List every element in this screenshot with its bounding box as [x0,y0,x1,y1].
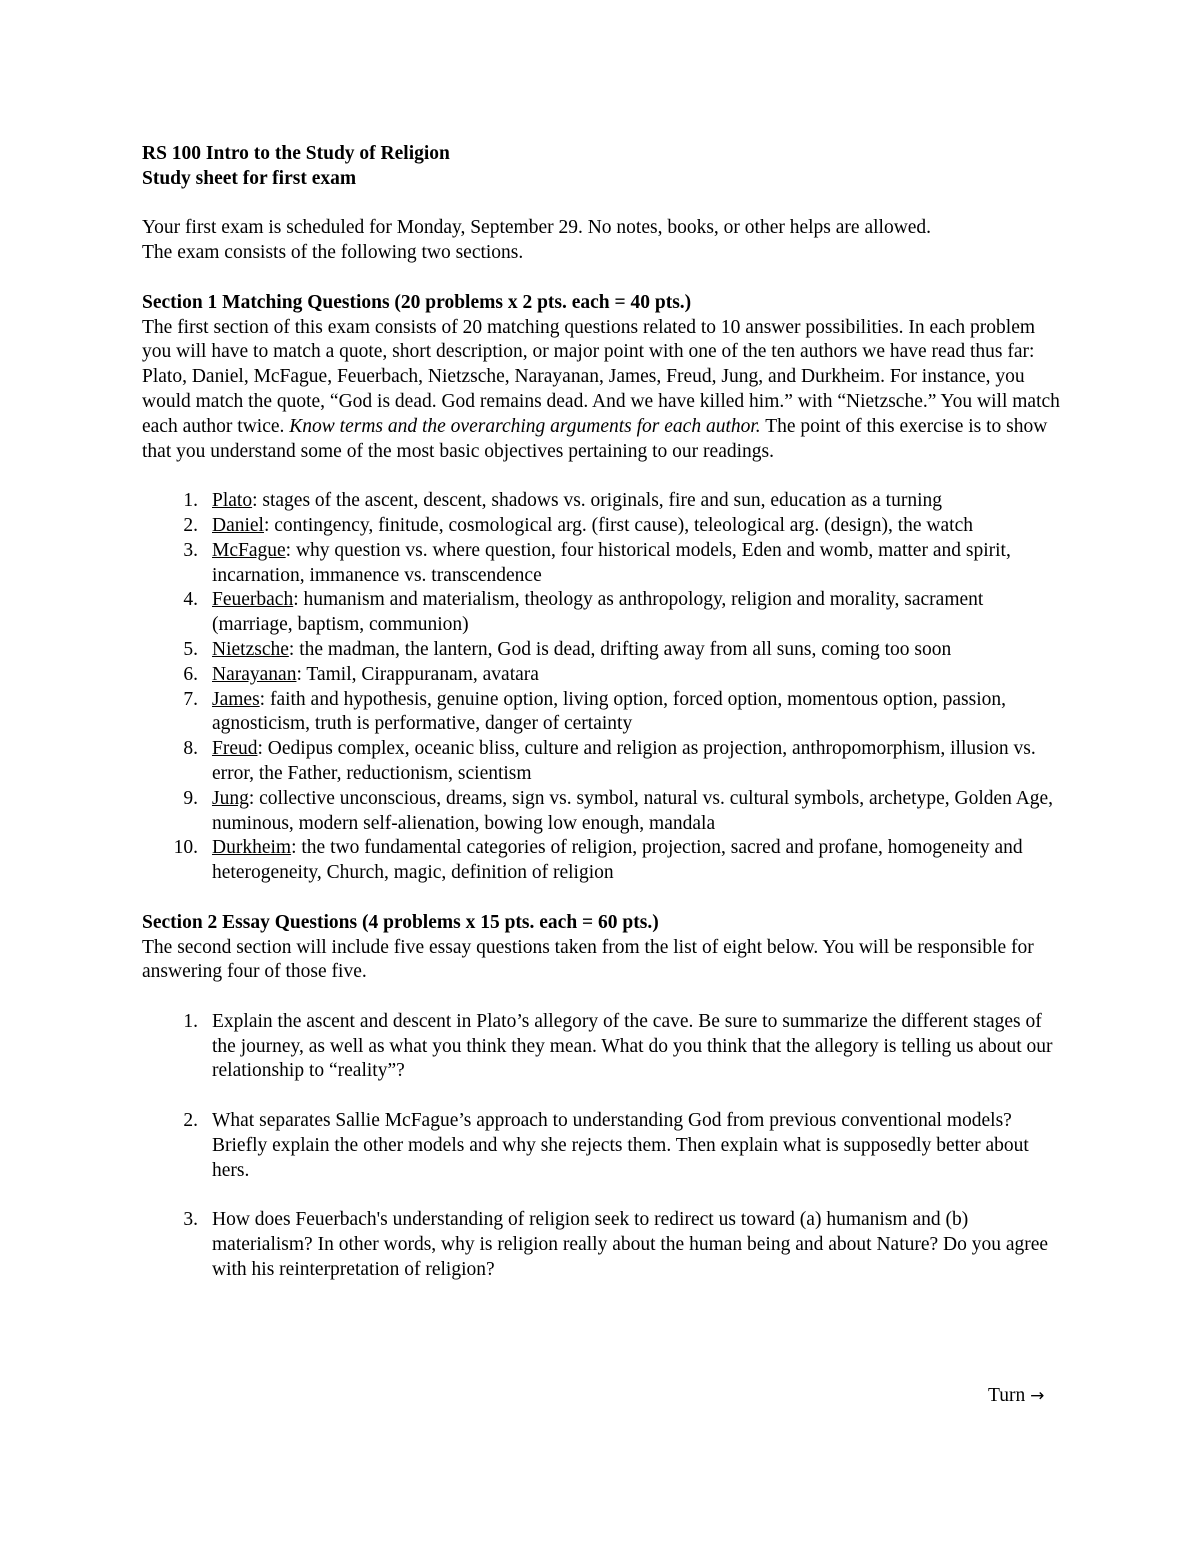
turn-page-note [988,1384,1044,1409]
turn-label: Turn [988,1385,1031,1406]
author-name: Jung [212,787,249,809]
author-item [142,514,1062,539]
author-item [142,787,1062,837]
section-2-heading: Section 2 Essay Questions (4 problems x 15 pts. each = 60 pts.) [142,911,659,933]
item-number: 8. [183,738,198,760]
author-terms: why question vs. where question, four historical models, Eden and womb, matter and spirit, incarnation, immanence vs. transcendence [212,539,1011,586]
question-text: What separates Sallie McFague’s approach to understanding God from previous conventional models? Briefly explain the other models and why she rejects them. Then explain what is supposedly better about hers. [212,1110,1029,1181]
separator: : [296,663,302,685]
item-number: 10. [173,837,198,859]
author-name: Plato [212,490,253,512]
author-name: Feuerbach [212,589,294,611]
author-name: Freud [212,738,258,760]
author-item [142,836,1062,886]
course-title: RS 100 Intro to the Study of Religion [142,143,450,164]
question-text: How does Feuerbach's understanding of religion seek to redirect us toward (a) humanism and (b) materialism? In other words, why is religion really about the human being and about Nature? Do you agree with his reinterpretation of religion? [212,1209,1049,1280]
item-number: 5. [183,638,198,660]
author-terms: Tamil, Cirappuranam, avatara [301,663,539,685]
separator: : [293,589,299,611]
author-terms: collective unconscious, dreams, sign vs. symbol, natural vs. cultural symbols, archetype, Golden Age, numinous, modern self-alienation, bowing low enough, mandala [212,787,1054,834]
essay-question [142,1208,1062,1282]
item-number: 1. [183,490,198,512]
author-item [142,588,1062,638]
section-1-body-part2: The point of this exercise is to show that you understand some of the most basic objectives pertaining to our readings. [142,415,1048,462]
essay-question-list [142,1010,1062,1283]
intro-line-2: The exam consists of the following two sections. [142,242,524,264]
separator: : [259,688,266,710]
author-item [142,489,1062,514]
author-terms: stages of the ascent, descent, shadows vs. originals, fire and sun, education as a turning [257,490,943,512]
section-2-description: The second section will include five essay questions taken from the list of eight below. You will be responsible for answering four of those five. [142,936,1034,983]
question-number: 3. [183,1209,198,1231]
section-1-heading: Section 1 Matching Questions (20 problems x 2 pts. each = 40 pts.) [142,291,692,313]
item-number: 4. [183,589,198,611]
section-1-description [142,316,1062,465]
author-name: James [212,688,260,710]
question-text: Explain the ascent and descent in Plato’s allegory of the cave. Be sure to summarize the different stages of the journey, as well as what you think they mean. What do you think that the allegory is telling us about our relationship to “reality”? [212,1010,1053,1082]
author-item [142,539,1062,589]
author-item [142,638,1062,663]
separator: : [288,638,295,660]
author-terms: the two fundamental categories of religion, projection, sacred and profane, homogeneity and heterogeneity, Church, magic, definition of religion [212,837,1023,884]
item-number: 9. [183,787,198,809]
author-terms: Oedipus complex, oceanic bliss, culture and religion as projection, anthropomorphism, illusion vs. error, the Father, reductionism, scientism [212,738,1036,784]
question-number: 1. [183,1010,198,1032]
separator: : [248,787,255,809]
section-1-body-part1: The first section of this exam consists of 20 matching questions related to 10 answer possibilities. In each problem you will have to match a quote, short description, or major point with one of the ten authors we have read thus far: Plato, Daniel, McFague, Feuerbach, Nietzsche, Narayanan, James, Freud, Jung, and Durkheim. For instance, you would match the quote, “God is dead. God remains dead. And we have killed him.” with “Nietzsche.” You will match each author twice. [142,316,1060,437]
document-content [142,142,1062,1307]
spacer [142,266,1062,291]
author-item [142,737,1062,787]
item-number: 7. [183,688,198,710]
item-number: 6. [183,663,198,685]
arrow-right-icon: → [1030,1386,1045,1406]
spacer [142,886,1062,911]
section-1-body-italic: Know terms and the overarching arguments for each author. [289,415,761,437]
essay-question [142,1010,1062,1084]
author-terms: the madman, the lantern, God is dead, drifting away from all suns, coming too soon [294,638,952,660]
author-item [142,688,1062,738]
author-list [142,489,1062,886]
author-name: Narayanan [212,663,297,685]
separator: : [285,539,292,561]
spacer [142,464,1062,489]
author-name: McFague [212,539,286,561]
author-item [142,663,1062,688]
document-subtitle: Study sheet for first exam [142,167,357,189]
author-terms: contingency, finitude, cosmological arg. (first cause), teleological arg. (design), the watch [269,514,973,536]
essay-question [142,1109,1062,1183]
separator: : [263,514,270,536]
author-terms: humanism and materialism, theology as anthropology, religion and morality, sacrament (marriage, baptism, communion) [212,589,984,636]
author-name: Daniel [212,514,264,536]
author-name: Nietzsche [212,638,289,660]
question-number: 2. [183,1110,198,1132]
intro-line-1: Your first exam is scheduled for Monday, September 29. No notes, books, or other helps are allowed. [142,217,932,239]
item-number: 2. [183,514,198,536]
author-name: Durkheim [212,837,292,859]
author-terms: faith and hypothesis, genuine option, living option, forced option, momentous option, passion, agnosticism, truth is performative, danger of certainty [212,688,1007,735]
spacer [142,985,1062,1010]
separator: : [252,490,258,512]
spacer [142,192,1062,217]
separator: : [257,738,263,760]
separator: : [291,837,297,859]
item-number: 3. [183,539,198,561]
